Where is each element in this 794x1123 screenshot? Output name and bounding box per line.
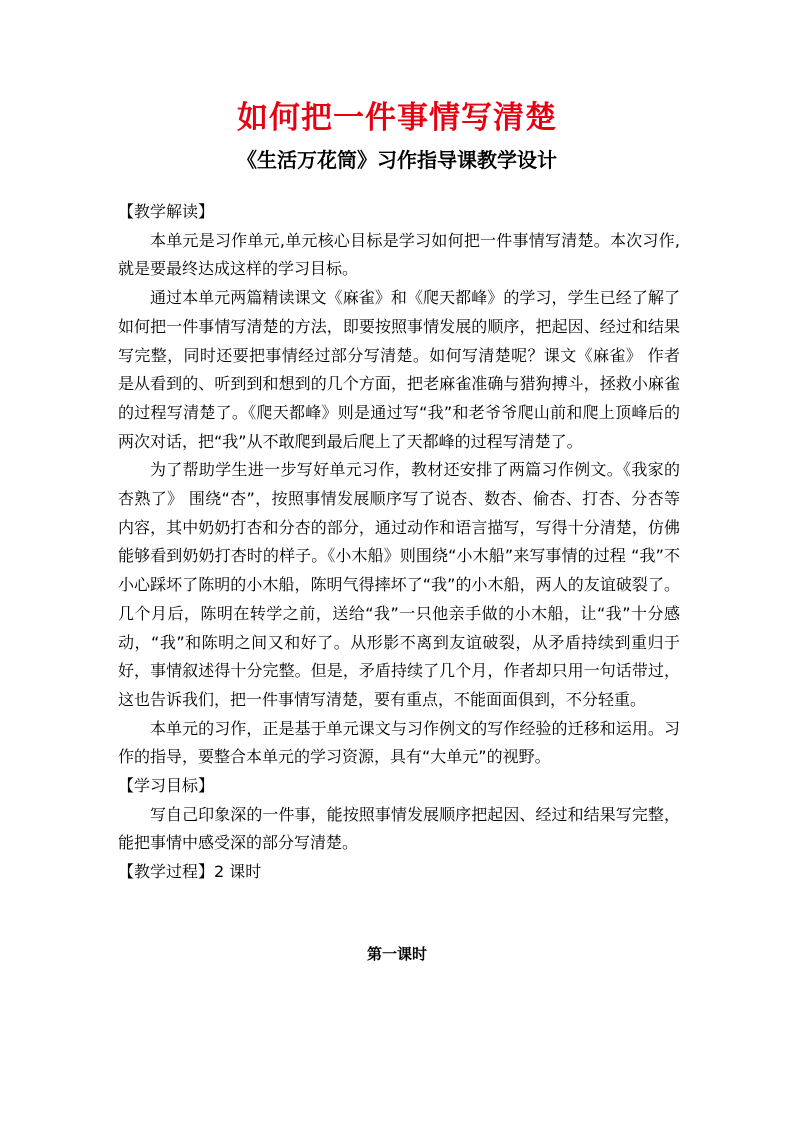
lesson-hours: 2 课时 [214, 862, 262, 882]
document-subtitle: 《生活万花筒》习作指导课教学设计 [237, 148, 557, 172]
paragraph: 通过本单元两篇精读课文《麻雀》和《爬天都峰》的学习，学生已经了解了如何把一件事情写清楚的方法，即要按照事情发展的顺序，把起因、经过和结果写完整，同时还要把事情经过部分写清楚。如何写清楚呢？课文《麻雀》 作者是从看到的、听到到和想到的几个方面，把老麻雀准确与猎狗搏斗，拯救小麻雀的过程写清楚了。《爬天都峰》则是通过写“我”和老爷爷爬山前和爬上顶峰后的两次对话，把“我”从不敢爬到最后爬上了天都峰的过程写清楚了。 [118, 288, 680, 451]
paragraph: 本单元是习作单元,单元核心目标是学习如何把一件事情写清楚。本次习作,就是要最终达成这样的学习目标。 [118, 230, 680, 279]
paragraph: 本单元的习作，正是基于单元课文与习作例文的写作经验的迁移和运用。习作的指导，要整合本单元的学习资源，具有“大单元”的视野。 [118, 718, 680, 767]
section-heading-mubiao: 【学习目标】 [118, 776, 215, 796]
document-title: 如何把一件事情写清楚 [237, 100, 557, 136]
document-body [118, 198, 680, 887]
section-heading-guocheng-label: 【教学过程】 [118, 862, 215, 882]
lesson-heading: 第一课时 [366, 945, 427, 963]
paragraph: 为了帮助学生进一步写好单元习作，教材还安排了两篇习作例文。《我家的杏熟了》 围绕“杏”，按照事情发展顺序写了说杏、数杏、偷杏、打杏、分杏等内容，其中奶奶打杏和分杏的部分，通过动作和语言描写，写得十分清楚，仿佛能够看到奶奶打杏时的样子。《小木船》则围绕“小木船”来写事情的过程 “我”不小心踩坏了陈明的小木船，陈明气得摔坏了“我”的小木船，两人的友谊破裂了。几个月后，陈明在转学之前，送给“我”一只他亲手做的小木船，让“我”十分感动，“我”和陈明之间又和好了。从形影不离到友谊破裂，从矛盾持续到重归于好，事情叙述得十分完整。但是，矛盾持续了几个月，作者却只用一句话带过，这也告诉我们，把一件事情写清楚，要有重点，不能面面俱到，不分轻重。 [118, 460, 680, 709]
section-heading-guocheng [118, 858, 680, 887]
paragraph: 写自己印象深的一件事，能按照事情发展顺序把起因、经过和结果写完整，能把事情中感受深的部分写清楚。 [118, 804, 680, 853]
section-heading-jiedu: 【教学解读】 [118, 202, 215, 221]
